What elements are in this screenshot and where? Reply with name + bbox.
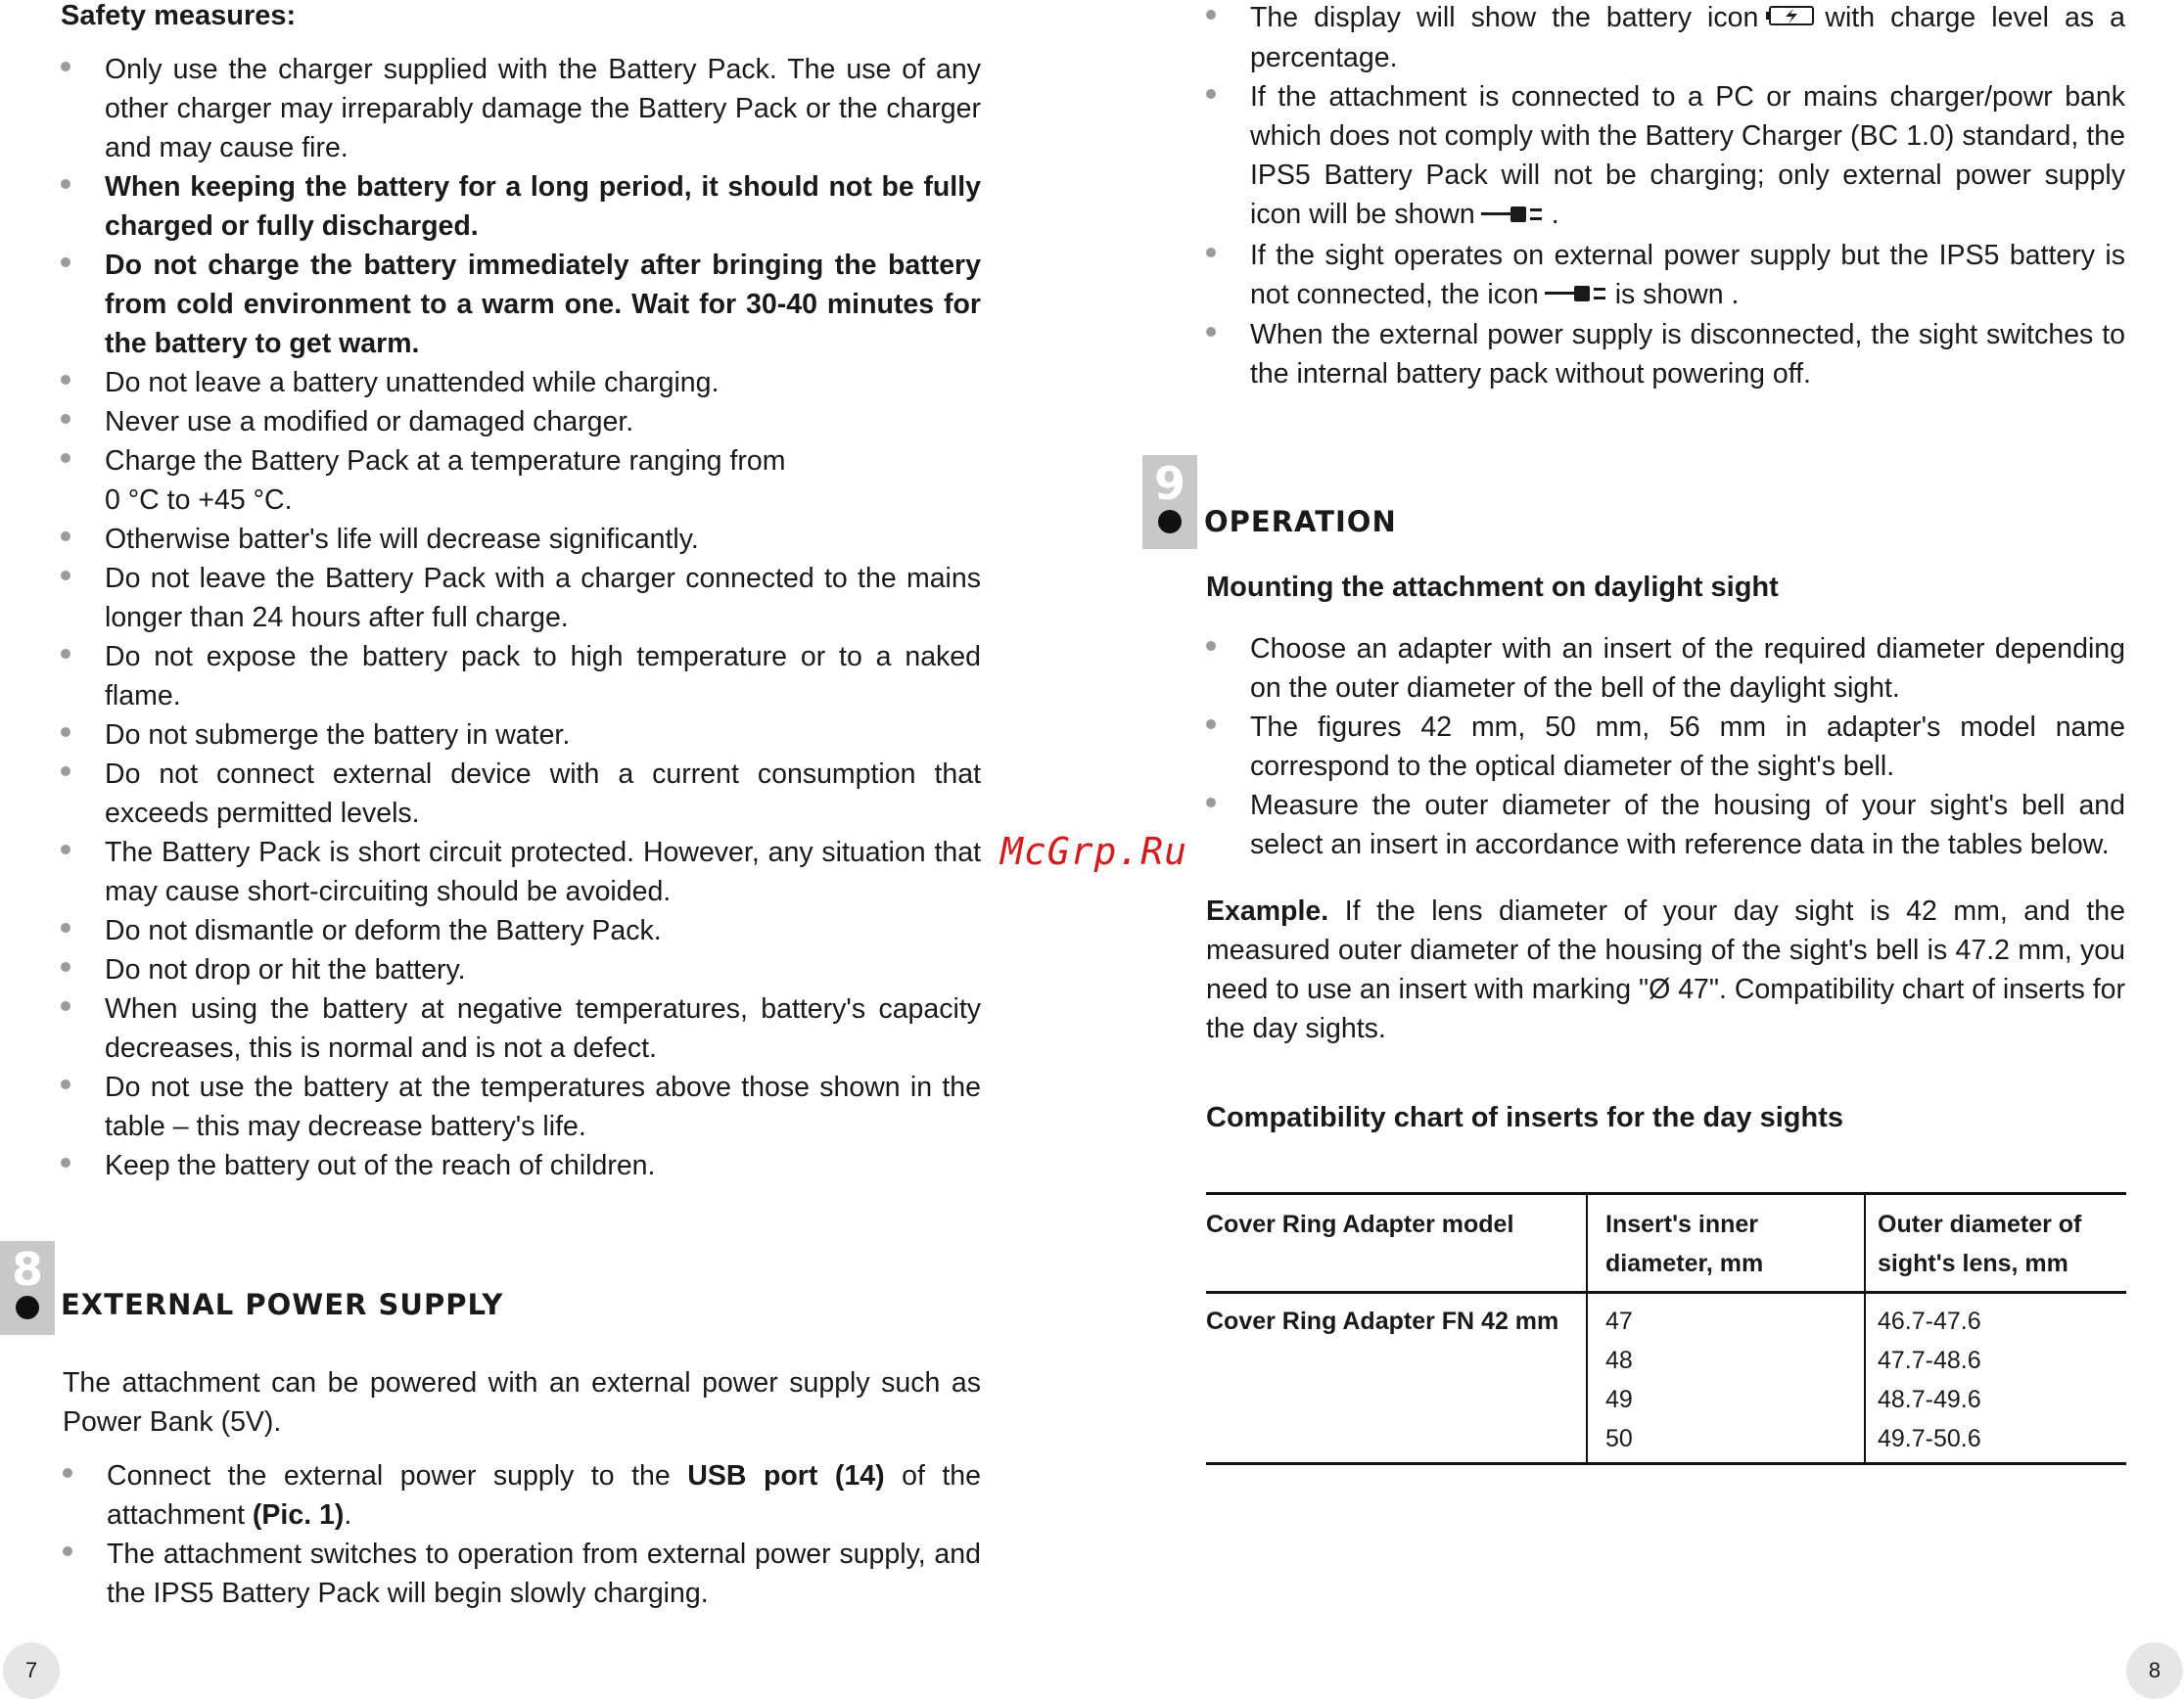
external-power-plug-icon [1481, 197, 1546, 236]
bullet-icon [61, 375, 70, 385]
list-item: Do not connect external device with a current consumption that exceeds permitted levels. [61, 755, 981, 833]
bullet-icon [61, 1158, 70, 1168]
section-9-title: OPERATION [1204, 505, 1397, 538]
section-number: 8 [11, 1243, 43, 1296]
bullet-icon [63, 1546, 72, 1556]
column-header: Outer diameter of sight's lens, mm [1865, 1194, 2126, 1293]
external-power-list [63, 1456, 981, 1613]
list-item: Charge the Battery Pack at a temperature ranging from 0 °C to +45 °C. [61, 441, 981, 520]
table-cell-ranges: 46.7-47.6 47.7-48.6 48.7-49.6 49.7-50.6 [1865, 1293, 2126, 1464]
safety-list [61, 50, 981, 1185]
table-row [1206, 1293, 2126, 1464]
list-item: The Battery Pack is short circuit protected. However, any situation that may cause short-circuiting should be avoided. [61, 833, 981, 911]
compatibility-table [1206, 1192, 2126, 1465]
bullet-icon [61, 571, 70, 580]
list-item: Choose an adapter with an insert of the required diameter depending on the outer diameter of the bell of the daylight sight. [1206, 629, 2125, 708]
page-number: 7 [3, 1642, 60, 1699]
bullet-icon [1206, 327, 1216, 337]
external-power-intro: The attachment can be powered with an external power supply such as Power Bank (5V). [63, 1367, 981, 1438]
battery-status-list [1206, 0, 2125, 393]
external-power-plug-icon [1545, 276, 1609, 315]
bullet-icon [61, 414, 70, 424]
list-item: When the external power supply is disconnected, the sight switches to the internal battery pack without powering off. [1206, 315, 2125, 393]
bullet-icon [61, 845, 70, 854]
bullet-icon [61, 179, 70, 189]
list-item: The attachment switches to operation from external power supply, and the IPS5 Battery Pack will begin slowly charging. [63, 1535, 981, 1613]
list-item: When using the battery at negative temperatures, battery's capacity decreases, this is normal and is not a defect. [61, 989, 981, 1068]
bullet-icon [61, 453, 70, 463]
list-item: Do not expose the battery pack to high temperature or to a naked flame. [61, 637, 981, 715]
example-paragraph: Example. If the lens diameter of your day sight is 42 mm, and the measured outer diameter of the housing of the sight's bell is 47.2 mm, you need to use an insert with marking "Ø 47". Compatibility chart of inserts for the day sights. [1206, 896, 2125, 1044]
list-item: Do not leave the Battery Pack with a charger connected to the mains longer than 24 hours after full charge. [61, 559, 981, 637]
list-item: If the sight operates on external power supply but the IPS5 battery is not connected, the icon is shown . [1206, 236, 2125, 315]
bullet-icon [61, 649, 70, 659]
list-item: Connect the external power supply to the USB port (14) of the attachment (Pic. 1). [63, 1456, 981, 1535]
list-item: Do not drop or hit the battery. [61, 950, 981, 989]
section-8-title: EXTERNAL POWER SUPPLY [61, 1288, 504, 1321]
safety-heading: Safety measures: [61, 0, 297, 31]
bullet-icon [1206, 719, 1216, 729]
list-item: Do not leave a battery unattended while charging. [61, 363, 981, 402]
section-9-tab [1142, 455, 1197, 549]
section-bullet-icon [16, 1296, 39, 1319]
list-item: Do not submerge the battery in water. [61, 715, 981, 755]
section-number: 9 [1153, 457, 1185, 510]
page-number: 8 [2126, 1642, 2183, 1699]
bullet-icon [61, 531, 70, 541]
section-8-tab [0, 1241, 55, 1335]
chart-heading: Compatibility chart of inserts for the day sights [1206, 1102, 1843, 1133]
list-item: The display will show the battery icon with charge level as a percentage. [1206, 0, 2125, 77]
list-item: Do not dismantle or deform the Battery Pack. [61, 911, 981, 950]
table-header-row [1206, 1194, 2126, 1293]
bullet-icon [1206, 10, 1216, 20]
column-header: Cover Ring Adapter model [1206, 1211, 1514, 1238]
list-item: When keeping the battery for a long period, it should not be fully charged or fully discharged. [61, 167, 981, 246]
list-item: Never use a modified or damaged charger. [61, 402, 981, 441]
table-cell-inserts: 47 48 49 50 [1587, 1293, 1865, 1464]
bullet-icon [61, 62, 70, 71]
list-item: Do not charge the battery immediately after bringing the battery from cold environment to a warm one. Wait for 30-40 minutes for the battery to get warm. [61, 246, 981, 363]
bullet-icon [1206, 248, 1216, 257]
bullet-icon [61, 727, 70, 737]
mounting-list [1206, 629, 2125, 864]
battery-charging-icon [1764, 0, 1819, 38]
bullet-icon [1206, 89, 1216, 99]
list-item: Do not use the battery at the temperatures above those shown in the table – this may decrease battery's life. [61, 1068, 981, 1146]
list-item: If the attachment is connected to a PC or mains charger/powr bank which does not comply with the Battery Charger (BC 1.0) standard, the IPS5 Battery Pack will not be charging; only external power supply icon will be shown . [1206, 77, 2125, 235]
list-item: Only use the charger supplied with the Battery Pack. The use of any other charger may irreparably damage the Battery Pack or the charger and may cause fire. [61, 50, 981, 167]
list-item: Otherwise batter's life will decrease significantly. [61, 520, 981, 559]
column-header: Insert's inner diameter, mm [1587, 1194, 1865, 1293]
bullet-icon [63, 1468, 72, 1478]
watermark-text: McGrp.Ru [1000, 830, 1188, 873]
bullet-icon [61, 766, 70, 776]
list-item: The figures 42 mm, 50 mm, 56 mm in adapter's model name correspond to the optical diameter of the sight's bell. [1206, 708, 2125, 786]
section-bullet-icon [1158, 510, 1182, 533]
bullet-icon [1206, 641, 1216, 651]
bullet-icon [61, 962, 70, 972]
mounting-subheading: Mounting the attachment on daylight sight [1206, 572, 1779, 603]
temperature-range: 0 °C to +45 °C. [105, 484, 293, 516]
bullet-icon [61, 257, 70, 267]
bullet-icon [61, 1001, 70, 1011]
table-cell-model: Cover Ring Adapter FN 42 mm [1206, 1308, 1559, 1335]
bullet-icon [1206, 798, 1216, 807]
list-item: Measure the outer diameter of the housing of your sight's bell and select an insert in accordance with reference data in the tables below. [1206, 786, 2125, 864]
bullet-icon [61, 1080, 70, 1089]
bullet-icon [61, 923, 70, 933]
list-item: Keep the battery out of the reach of children. [61, 1146, 981, 1185]
